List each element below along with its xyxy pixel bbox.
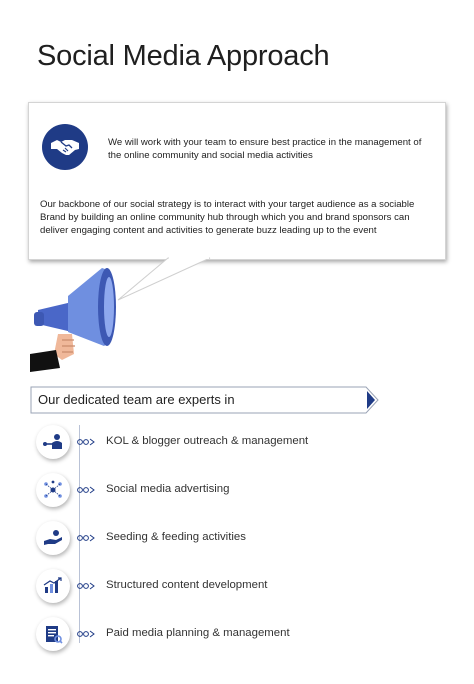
handshake-icon xyxy=(42,124,88,170)
presenter-icon xyxy=(36,425,70,459)
callout-intro-text: We will work with your team to ensure best practice in the management of the online community and social media activities xyxy=(108,137,422,161)
list-item: Seeding & feeding activities xyxy=(106,531,246,543)
banner-label: Our dedicated team are experts in xyxy=(38,392,235,407)
list-item: KOL & blogger outreach & management xyxy=(106,435,309,447)
item-connector-dots xyxy=(76,629,96,639)
growth-chart-icon xyxy=(36,569,70,603)
callout-body-text: Our backbone of our social strategy is to interact with your target audience as a sociable Brand by building an online community hub through which you and brand sponsors can deliver engaging content and activities to generate buzz leading up to the event xyxy=(40,199,415,236)
network-icon xyxy=(36,473,70,507)
hand-coin-icon xyxy=(36,521,70,555)
item-connector-dots xyxy=(76,437,96,447)
page-title: Social Media Approach xyxy=(37,40,330,72)
item-connector-dots xyxy=(76,581,96,591)
item-connector-dots xyxy=(76,533,96,543)
item-connector-dots xyxy=(76,485,96,495)
report-icon xyxy=(36,617,70,651)
list-item: Structured content development xyxy=(106,579,268,591)
list-item: Paid media planning & management xyxy=(106,627,290,639)
list-item: Social media advertising xyxy=(106,483,230,495)
megaphone-icon xyxy=(28,262,128,374)
